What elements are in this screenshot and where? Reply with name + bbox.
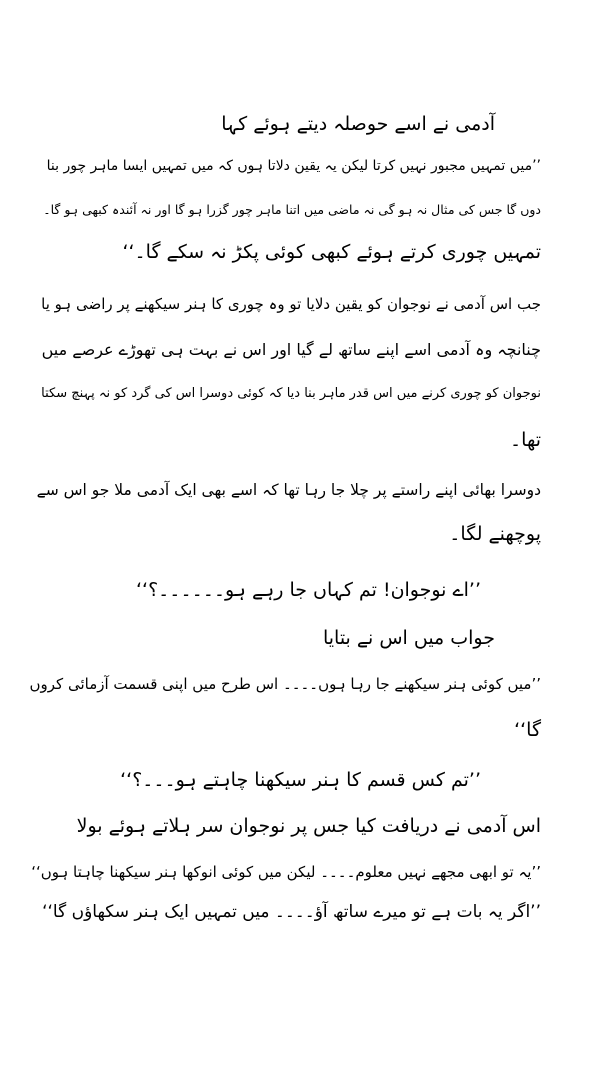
text-line: دوسرا بھائی اپنے راستے پر چلا جا رہا تھا کہ اسے بھی ایک آدمی ملا جو اس سے [36, 481, 541, 499]
text-line: اس آدمی نے دریافت کیا جس پر نوجوان سر ہلاتے ہوئے بولا [76, 815, 541, 837]
text-line: جواب میں اس نے بتایا [322, 627, 495, 649]
text-line: دوں گا جس کی مثال نہ ہو گی نہ ماضی میں اتنا ماہر چور گزرا ہو گا اور نہ آئندہ کبھی ہو گا۔ [43, 202, 541, 217]
text-line: پوچھنے لگا۔ [449, 523, 541, 545]
text-line: چنانچہ وہ آدمی اسے اپنے ساتھ لے گیا اور اس نے بہت ہی تھوڑے عرصے میں [41, 340, 541, 359]
text-line: نوجوان کو چوری کرنے میں اس قدر ماہر بنا دیا کہ کوئی دوسرا اس کی گرد کو نہ پہنچ سکتا [41, 386, 541, 401]
text-line: آدمی نے اسے حوصلہ دیتے ہوئے کہا [221, 113, 495, 135]
text-line: ’’اگر یہ بات ہے تو میرے ساتھ آؤ۔۔۔۔ میں تمہیں ایک ہنر سکھاؤں گا‘‘ [42, 902, 541, 922]
text-line: ’’اے نوجوان! تم کہاں جا رہے ہو۔۔۔۔۔۔؟‘‘ [136, 579, 481, 601]
text-line: گا‘‘ [514, 719, 541, 741]
text-line: تمہیں چوری کرتے ہوئے کبھی کوئی پکڑ نہ سکے گا۔‘‘ [122, 241, 541, 263]
text-line: جب اس آدمی نے نوجوان کو یقین دلایا تو وہ چوری کا ہنر سیکھنے پر راضی ہو یا [41, 295, 541, 313]
text-line: ’’تم کس قسم کا ہنر سیکھنا چاہتے ہو۔۔۔؟‘‘ [120, 769, 481, 791]
text-line: ’’میں کوئی ہنر سیکھنے جا رہا ہوں۔۔۔۔ اس طرح میں اپنی قسمت آزمائی کروں [29, 675, 541, 693]
text-line: ’’میں تمہیں مجبور نہیں کرتا لیکن یہ یقین دلاتا ہوں کہ میں تمہیں ایسا ماہر چور بنا [46, 158, 541, 174]
text-line: ’’یہ تو ابھی مجھے نہیں معلوم۔۔۔۔ لیکن میں کوئی انوکھا ہنر سیکھنا چاہتا ہوں‘‘ [31, 863, 541, 881]
text-line: تھا۔ [510, 429, 541, 451]
